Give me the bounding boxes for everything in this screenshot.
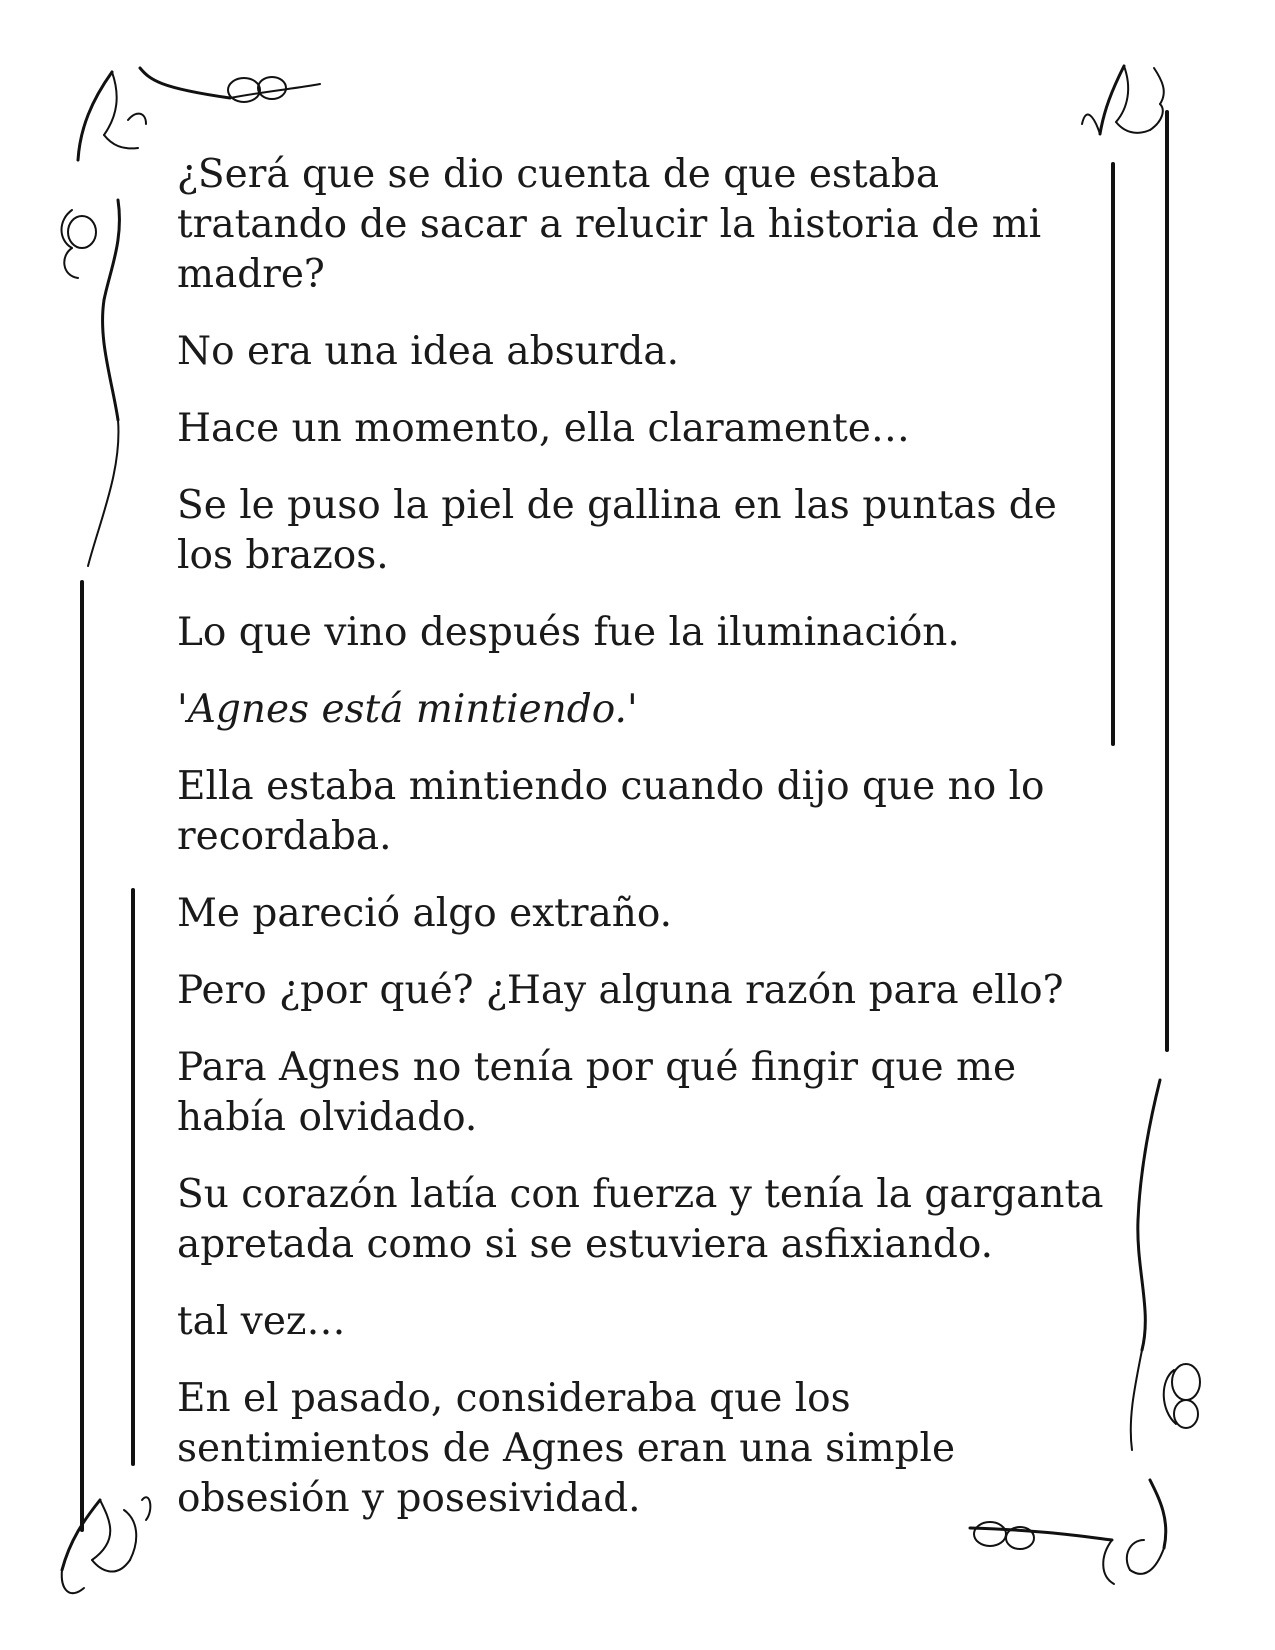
paragraph: tal vez… bbox=[177, 1299, 346, 1344]
paragraph: En el pasado, consideraba que los sentimientos de Agnes eran una simple obsesión y posesividad. bbox=[177, 1376, 956, 1521]
paragraph: Me pareció algo extraño. bbox=[177, 891, 673, 936]
paragraph: Su corazón latía con fuerza y tenía la garganta apretada como si se estuviera asfixiando. bbox=[177, 1172, 1104, 1267]
paragraph: Para Agnes no tenía por qué fingir que me había olvidado. bbox=[177, 1045, 1017, 1140]
top-right-flourish-icon bbox=[1082, 66, 1164, 134]
paragraph: No era una idea absurda. bbox=[177, 329, 680, 374]
paragraph: ¿Será que se dio cuenta de que estaba tratando de sacar a relucir la historia de mi madre? bbox=[177, 152, 1042, 297]
text-block bbox=[177, 150, 1107, 1551]
bottom-left-flourish-icon bbox=[62, 1497, 151, 1593]
paragraph: Ella estaba mintiendo cuando dijo que no lo recordaba. bbox=[177, 764, 1045, 859]
paragraph: Hace un momento, ella claramente… bbox=[177, 406, 910, 451]
paragraph: Lo que vino después fue la iluminación. bbox=[177, 610, 960, 655]
paragraph: Pero ¿por qué? ¿Hay alguna razón para ello? bbox=[177, 968, 1064, 1013]
paragraph: Se le puso la piel de gallina en las puntas de los brazos. bbox=[177, 483, 1057, 578]
paragraph-italic: 'Agnes está mintiendo.' bbox=[177, 687, 638, 732]
